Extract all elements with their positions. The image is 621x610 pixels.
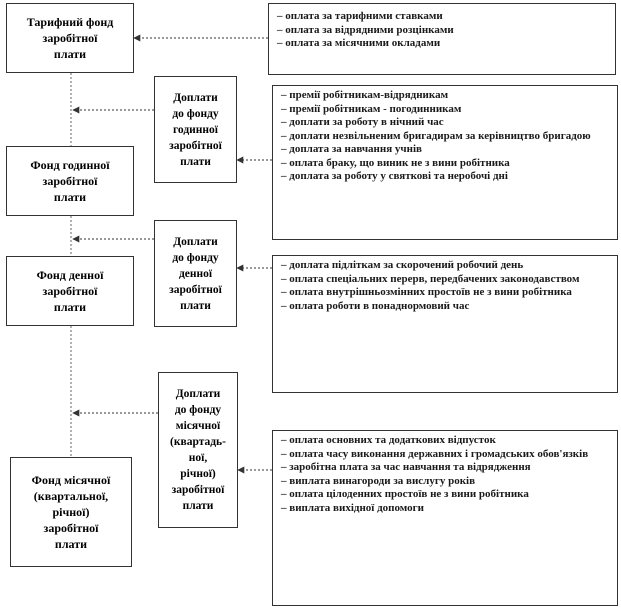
list-item: – доплата підліткам за скорочений робочий день [281, 259, 611, 273]
fund-monthly [10, 457, 132, 567]
list-item: – доплати незвільненим бригадирам за керівництво бригадою [281, 130, 611, 144]
list-item: – виплата вихідної допомоги [281, 502, 611, 516]
list-item: – оплата основних та додаткових відпусток [281, 434, 611, 448]
list-hourly [272, 85, 618, 240]
list-daily-items [273, 256, 617, 315]
list-tariff-items [269, 4, 615, 53]
fund-daily-title: Фонд денної заробітної плати [36, 268, 104, 314]
list-hourly-items [273, 86, 617, 186]
supplement-monthly [158, 372, 238, 528]
list-item: – оплата браку, що виник не з вини робітника [281, 157, 611, 171]
list-item: – доплата за роботу у святкові та неробочі дні [281, 170, 611, 184]
supplement-daily-title: Доплати до фонду денної заробітної плати [169, 235, 222, 312]
list-item: – оплата за тарифними ставками [277, 10, 609, 24]
list-item: – доплата за навчання учнів [281, 143, 611, 157]
list-item: – оплата роботи в понаднормовий час [281, 300, 611, 314]
list-item: – премії робітникам-відрядникам [281, 89, 611, 103]
fund-hourly-title: Фонд годинної заробітної плати [30, 158, 110, 204]
fund-hourly [6, 146, 134, 216]
list-daily [272, 255, 618, 393]
list-item: – виплата винагороди за вислугу років [281, 475, 611, 489]
list-item: – оплата внутрішньозмінних простоїв не з вини робітника [281, 286, 611, 300]
list-item: – оплата за місячними окладами [277, 37, 609, 51]
fund-tariff [6, 3, 134, 73]
fund-tariff-title: Тарифний фонд заробітної плати [26, 15, 114, 61]
list-monthly-items [273, 431, 617, 517]
list-item: – доплати за роботу в нічний час [281, 116, 611, 130]
list-item: – оплата за відрядними розцінками [277, 24, 609, 38]
list-item: – оплата часу виконання державних і громадських обов'язків [281, 448, 611, 462]
fund-monthly-title: Фонд місячної (квартальної, річної) заробітної плати [31, 473, 111, 551]
list-item: – заробітна плата за час навчання та відрядження [281, 461, 611, 475]
supplement-hourly [154, 76, 237, 183]
list-item: – оплата цілоденних простоїв не з вини робітника [281, 488, 611, 502]
list-tariff [268, 3, 616, 75]
list-monthly [272, 430, 618, 606]
fund-daily [6, 256, 134, 326]
supplement-hourly-title: Доплати до фонду годинної заробітної плати [169, 91, 222, 168]
list-item: – оплата спеціальних перерв, передбачених законодавством [281, 273, 611, 287]
supplement-monthly-title: Доплати до фонду місячної (квартадь- ної, річної) заробітної плати [170, 388, 226, 512]
supplement-daily [154, 220, 237, 327]
list-item: – премії робітникам - погодинникам [281, 103, 611, 117]
